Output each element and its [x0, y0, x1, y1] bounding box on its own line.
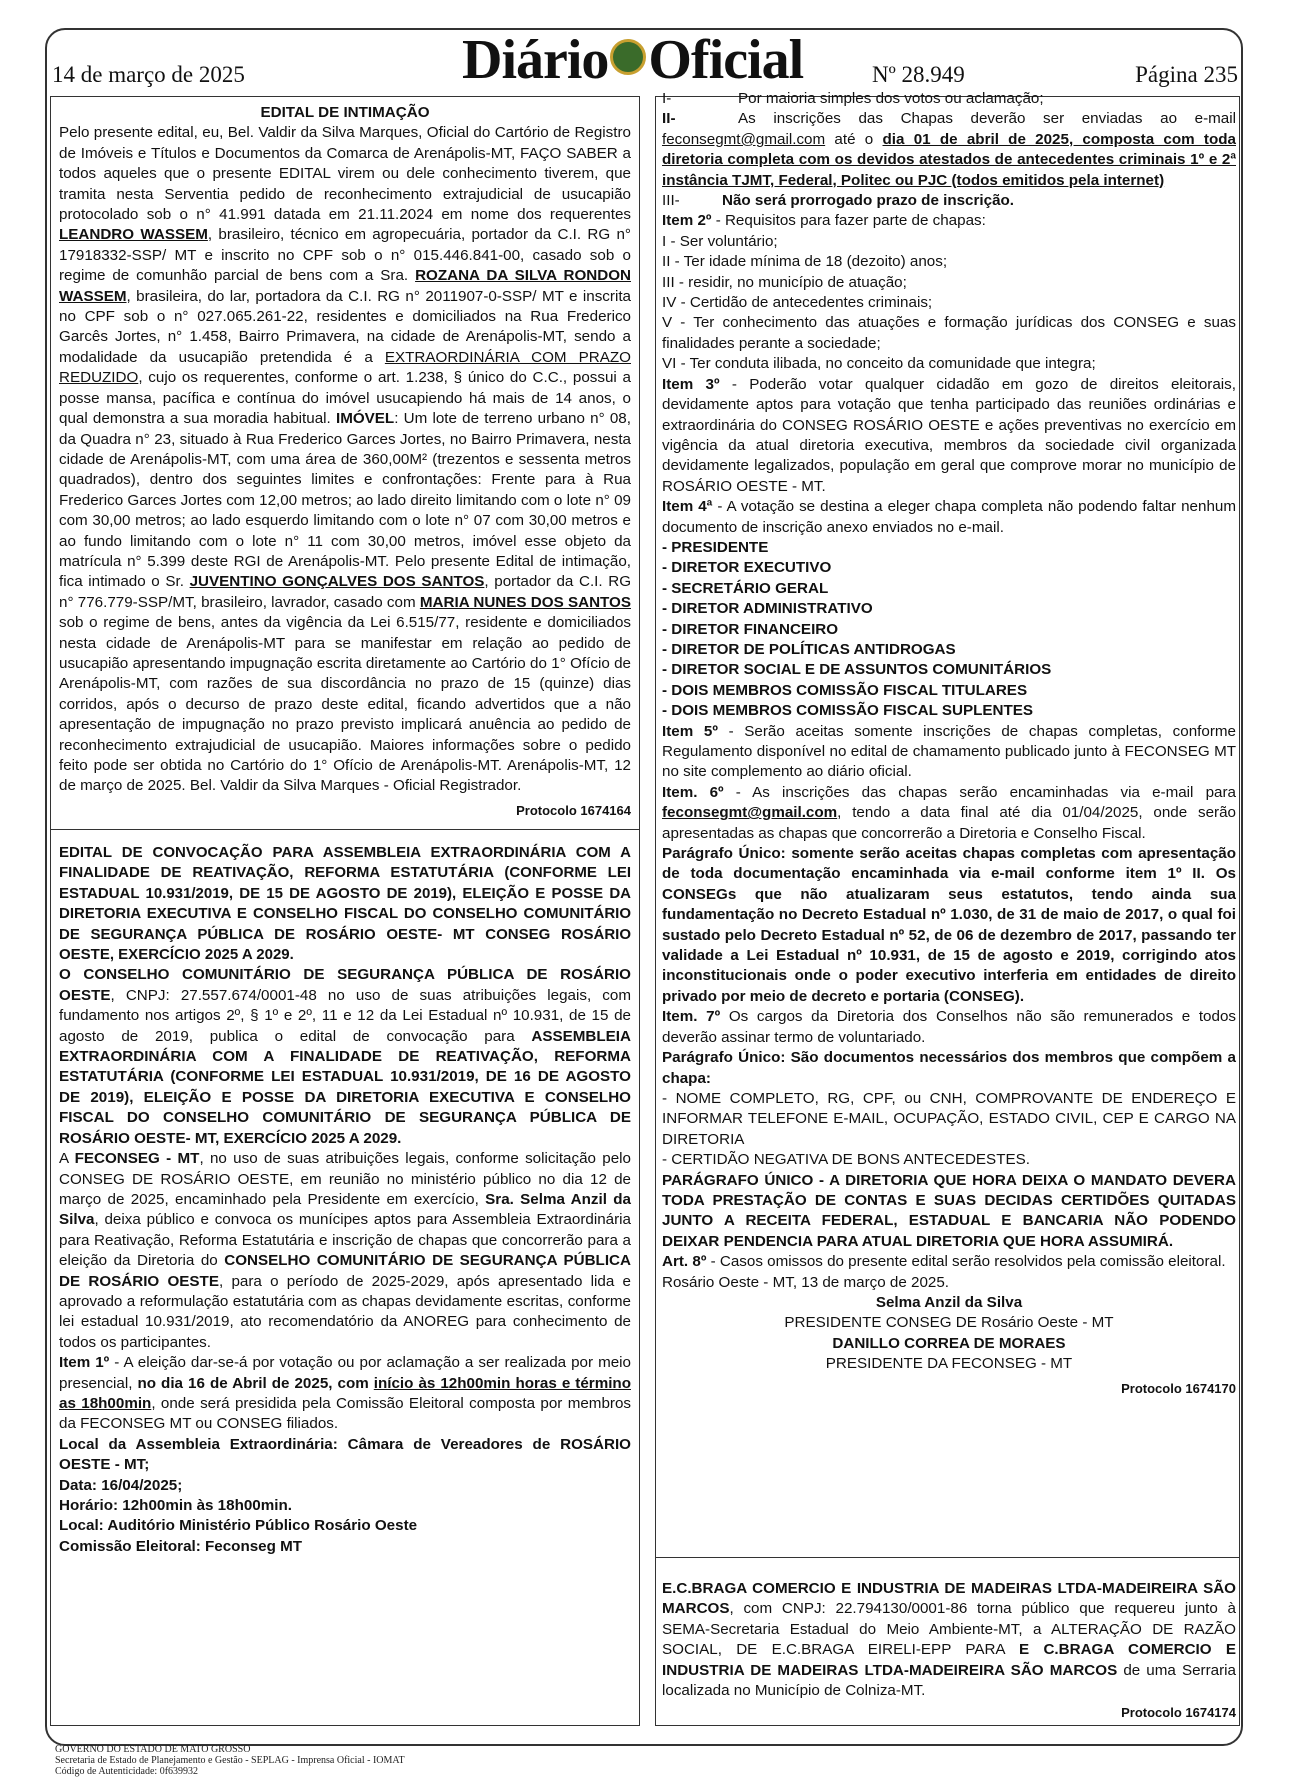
list-item: - DOIS MEMBROS COMISSÃO FISCAL SUPLENTES	[662, 702, 1033, 720]
signature-name: DANILLO CORREA DE MORAES	[832, 1334, 1066, 1352]
item-5: Item 5º - Serão aceitas somente inscrições de chapas completas, conforme Regulamento disponível no edital de chamamento publicado junto à FECONSEG MT no site complemento ao diário oficial.	[662, 722, 1236, 781]
assembly-place: Local: Auditório Ministério Público Rosário Oeste	[59, 1517, 418, 1535]
required-docs: - NOME COMPLETO, RG, CPF, ou CNH, COMPROVANTE DE ENDEREÇO E INFORMAR TELEFONE E-MAIL, OCUPAÇÃO, ESTADO CIVIL, CEP E CARGO NA DIRETORIA	[662, 1089, 1236, 1148]
protocol-1674170: Protocolo 1674170	[1121, 1380, 1236, 1396]
signature-role: PRESIDENTE DA FECONSEG - MT	[825, 1355, 1073, 1373]
item-2: Item 2º - Requisitos para fazer parte de chapas:	[662, 212, 986, 230]
edital-convocacao-intro: O CONSELHO COMUNITÁRIO DE SEGURANÇA PÚBLICA DE ROSÁRIO OESTE, CNPJ: 27.557.674/0001-48 no uso de suas atribuições legais, com fundamento nos artigos 2º, § 1º e 2º, 11 e 12 da Lei Estadual nº 10.931, de 15 de agosto de 2019, publica o edital de convocação para ASSEMBLEIA EXTRAORDINÁRIA COM A FINALIDADE DE REATIVAÇÃO, REFORMA ESTATUTÁRIA (CONFORME LEI ESTADUAL 10.931/2019, DE 16 DE AGOSTO DE 2019), ELEIÇÃO E POSSE DA DIRETORIA EXECUTIVA E CONSELHO FISCAL DO CONSELHO COMUNITÁRIO DE SEGURANÇA PÚBLICA DE ROSÁRIO OESTE- MT, EXERCÍCIO 2025 A 2029.	[59, 966, 631, 1147]
art-8: Art. 8º - Casos omissos do presente edital serão resolvidos pela comissão eleitoral.	[662, 1253, 1226, 1271]
assembly-date: Data: 16/04/2025;	[59, 1476, 183, 1494]
page-number: Página 235	[1135, 62, 1238, 87]
issue-date: 14 de março de 2025	[52, 62, 245, 87]
rule-iii: III- Não será prorrogado prazo de inscrição.	[662, 192, 1015, 210]
list-item: - DIRETOR SOCIAL E DE ASSUNTOS COMUNITÁRIOS	[662, 661, 1052, 679]
signature-role: PRESIDENTE CONSEG DE Rosário Oeste - MT	[784, 1314, 1114, 1332]
paragrafo-unico-3: PARÁGRAFO ÚNICO - A DIRETORIA QUE HORA DEIXA O MANDATO DEVERA TODA PRESTAÇÃO DE CONTAS E SUAS DECIDAS CERTIDÕES QUITADAS JUNTO A RECEITA FEDERAL, ESTADUAL E BANCARIA NÃO PODENDO DEIXAR PENDENCIA PARA ATUAL DIRETORIA QUE HORA ASSUMIRÁ.	[662, 1171, 1236, 1250]
rule-i: I- Por maioria simples dos votos ou aclamação;	[662, 90, 1044, 107]
list-item: IV - Certidão de antecedentes criminais;	[662, 294, 933, 312]
edital-madeireira	[662, 1579, 1236, 1724]
item-4: Item 4ª - A votação se destina a eleger chapa completa não podendo faltar nenhum documento de inscrição anexo enviados no e-mail.	[662, 498, 1236, 536]
email-link[interactable]: feconsegmt@gmail.com	[662, 130, 826, 148]
item-6: Item. 6º - As inscrições das chapas serão encaminhadas via e-mail para feconsegmt@gmail.com, tendo a data final até dia 01/04/2025, onde serão apresentadas as chapas que concorrerão a Diretoria e Conselho Fiscal.	[662, 783, 1236, 842]
left-column	[50, 96, 640, 1726]
list-item: - SECRETÁRIO GERAL	[662, 579, 829, 597]
list-item: V - Ter conhecimento das atuações e formação jurídicas dos CONSEG e suas finalidades perante a sociedade;	[662, 314, 1236, 352]
edital-convocacao-feconseg: A FECONSEG - MT, no uso de suas atribuições legais, conforme solicitação pelo CONSEG DE ROSÁRIO OESTE, em reunião no ministério público no dia 12 de março de 2025, encaminhado pela Presidente em exercício, Sra. Selma Anzil da Silva, deixa público e convoca os munícipes aptos para Assembleia Extraordinária para Reativação, Reforma Estatutária e inscrição de chapas que concorrerão para a eleição da Diretoria do CONSELHO COMUNITÁRIO DE SEGURANÇA PÚBLICA DE ROSÁRIO OESTE, para o período de 2025-2029, após apresentado lida e aprovado a reformulação estatutária com as chapas devidamente escritas, conforme lei estadual 10.931/2019, ato recomendatório da ANOREG para conhecimento de todos os participantes.	[59, 1150, 631, 1351]
list-item: VI - Ter conduta ilibada, no conceito da comunidade que integra;	[662, 355, 1096, 373]
list-item: II - Ter idade mínima de 18 (dezoito) anos;	[662, 253, 948, 271]
edital-convocacao	[59, 843, 631, 1557]
paragrafo-unico-2: Parágrafo Único: São documentos necessários dos membros que compõem a chapa:	[662, 1049, 1236, 1087]
rule-ii: II- As inscrições das Chapas deverão ser enviadas ao e-mail feconsegmt@gmail.com até o dia 01 de abril de 2025, composta com toda diretoria completa com os devidos atestados de antecedentes criminais 1º e 2ª instância TJMT, Federal, Politec ou PJC (todos emitidos pela internet)	[662, 110, 1236, 189]
signature-name: Selma Anzil da Silva	[875, 1293, 1023, 1311]
state-seal-icon	[610, 39, 646, 75]
paragrafo-unico-1: Parágrafo Único: somente serão aceitas chapas completas com apresentação de toda documentação encaminhada via e-mail conforme item 1º II. Os CONSEGs que não atualizaram seus estatutos, tendo ainda sua fundamentação no Decreto Estadual nº 1.030, de 31 de maio de 2017, o qual foi sustado pelo Decreto Estadual nº 52, de 06 de dezembro de 2017, passando ter validade a Lei Estadual nº 10.931, de 15 de agosto e 2019, corrigindo atos inconstitucionais onde o poder executivo interferia em entidades de direito privado por meio de decreto e portaria (CONSEG).	[662, 845, 1236, 1005]
list-item: III - residir, no município de atuação;	[662, 273, 907, 291]
protocol-1674164: Protocolo 1674164	[516, 802, 631, 818]
edital-convocacao-continued	[662, 89, 1236, 1399]
footer	[55, 1744, 405, 1777]
list-item: I - Ser voluntário;	[662, 232, 778, 250]
footer-secretariat: Secretaria de Estado de Planejamento e Gestão - SEPLAG - Imprensa Oficial - IOMAT	[55, 1755, 405, 1766]
protocol-1674174: Protocolo 1674174	[1121, 1705, 1236, 1721]
list-item: - DIRETOR EXECUTIVO	[662, 559, 832, 577]
item-1: Item 1º - A eleição dar-se-á por votação ou por aclamação a ser realizada por meio presencial, no dia 16 de Abril de 2025, com início às 12h00min horas e término as 18h00min, onde será presidida pela Comissão Eleitoral composta por membros da FECONSEG MT ou CONSEG filiados.	[59, 1354, 631, 1433]
email-link[interactable]: feconsegmt@gmail.com	[662, 804, 838, 822]
item-7: Item. 7º Os cargos da Diretoria dos Conselhos não são remunerados e todos deverão assinar termo de voluntariado.	[662, 1008, 1236, 1046]
electoral-commission: Comissão Eleitoral: Feconseg MT	[59, 1537, 303, 1555]
list-item: - DIRETOR ADMINISTRATIVO	[662, 600, 873, 618]
right-column	[655, 90, 1240, 1726]
newspaper-title: Diário Oficial	[462, 29, 804, 91]
assembly-location: Local da Assembleia Extraordinária: Câmara de Vereadores de ROSÁRIO OESTE - MT;	[59, 1435, 631, 1474]
assembly-time: Horário: 12h00min às 18h00min.	[59, 1497, 292, 1514]
masthead	[52, 29, 1238, 91]
required-certificate: - CERTIDÃO NEGATIVA DE BONS ANTECEDESTES.	[662, 1151, 1030, 1169]
footer-auth-code: Código de Autenticidade: 0f639932	[55, 1766, 199, 1777]
section-divider	[51, 829, 639, 830]
section-divider	[656, 1557, 1239, 1558]
positions-list	[662, 538, 1236, 722]
item-3: Item 3º - Poderão votar qualquer cidadão em gozo de direitos eleitorais, devidamente aptos para votação que tenha participado das reuniões ordinárias e extraordinária do CONSEG ROSÁRIO OESTE e ações preventivas no exercício em vigência da atual diretoria executiva, membros da sociedade civil organizada devidamente legalizados, população em geral que comprove morar no município de ROSÁRIO OESTE - MT.	[662, 375, 1236, 495]
place-date: Rosário Oeste - MT, 13 de março de 2025.	[662, 1273, 950, 1291]
requirements-list	[662, 232, 1236, 375]
list-item: - DOIS MEMBROS COMISSÃO FISCAL TITULARES	[662, 681, 1028, 699]
list-item: - DIRETOR DE POLÍTICAS ANTIDROGAS	[662, 640, 956, 658]
edital-intimacao	[59, 103, 631, 821]
list-item: - DIRETOR FINANCEIRO	[662, 620, 839, 638]
edital-intimacao-title: EDITAL DE INTIMAÇÃO	[260, 104, 430, 121]
issue-number: Nº 28.949	[872, 62, 965, 87]
edital-convocacao-title: EDITAL DE CONVOCAÇÃO PARA ASSEMBLEIA EXTRAORDINÁRIA COM A FINALIDADE DE REATIVAÇÃO, REFORMA ESTATUTÁRIA (CONFORME LEI ESTADUAL 10.931/2019, DE 15 DE AGOSTO DE 2019), ELEIÇÃO E POSSE DA DIRETORIA EXECUTIVA E CONSELHO FISCAL DO CONSELHO COMUNITÁRIO DE SEGURANÇA PÚBLICA DE ROSÁRIO OESTE- MT CONSEG ROSÁRIO OESTE, EXERCÍCIO 2025 A 2029.	[59, 844, 631, 964]
list-item: - PRESIDENTE	[662, 538, 769, 556]
edital-intimacao-body: Pelo presente edital, eu, Bel. Valdir da Silva Marques, Oficial do Cartório de Registro de Imóveis e Títulos e Documentos da Comarca de Arenápolis-MT, FAÇO SABER a todos aqueles que o presente EDITAL virem ou dele conhecimento tiverem, que tramita nesta Serventia pedido de reconhecimento extrajudicial de usucapião protocolado sob o n° 41.991 datada em 21.11.2024 em nome dos requerentes LEANDRO WASSEM, brasileiro, técnico em agropecuária, portador da C.I. RG n° 17918332-SSP/ MT e inscrito no CPF sob o n° 015.446.841-00, casado sob o regime de comunhão parcial de bens com a Sra. ROZANA DA SILVA RONDON WASSEM, brasileira, do lar, portadora da C.I. RG n° 2011907-0-SSP/ MT e inscrita no CPF sob o n° 027.065.261-22, residentes e domiciliados na Rua Frederico Garcês Jortes, n° 1.458, Bairro Primavera, na cidade de Arenápolis-MT, sendo a modalidade da usucapião pretendida é a EXTRAORDINÁRIA COM PRAZO REDUZIDO, cujo os requerentes, conforme o art. 1.238, § único do C.C., possui a posse mansa, pacífica e contínua do imóvel usucapiendo há mais de 14 anos, o qual demonstra a sua moradia habitual. IMÓVEL: Um lote de terreno urbano n° 08, da Quadra n° 23, situado à Rua Frederico Garces Jortes, no Bairro Primavera, nesta cidade de Arenápolis-MT, com uma área de 360,00M² (trezentos e sessenta metros quadrados), dentro dos seguintes limites e confrontações: Frente para à Rua Frederico Garces Jortes com 12,00 metros; ao lado direito limitando com o lote n° 09 com 30,00 metros; ao lado esquerdo limitando com o lote n° 07 com 30,00 metros e ao fundo limitando com o lote n° 11 com 30,00 metros, imóvel esse objeto da matrícula n° 5.399 deste RGI de Arenápolis-MT. Pelo presente Edital de intimação, fica intimado o Sr. JUVENTINO GONÇALVES DOS SANTOS, portador da C.I. RG n° 776.779-SSP/MT, brasileiro, lavrador, casado com MARIA NUNES DOS SANTOS sob o regime de bens, antes da vigência da Lei 6.515/77, residente e domiciliados nesta cidade de Arenápolis-MT para se manifestar em relação ao pedido de usucapião apresentando impugnação escrita diretamente ao Cartório do 1° Ofício de Arenápolis-MT, com razões de sua discordância no prazo de 15 (quinze) dias corridos, após o decurso de prazo deste edital, ficando advertidos que a não apresentação de impugnação no prazo previsto implicará anuência ao pedido de reconhecimento extrajudicial de usucapião. Maiores informações sobre o pedido feito pode ser obtida no Cartório do 1° Ofício de Arenápolis-MT. Arenápolis-MT, 12 de março de 2025. Bel. Valdir da Silva Marques - Oficial Registrador.	[59, 124, 632, 795]
madeireira-notice: E.C.BRAGA COMERCIO E INDUSTRIA DE MADEIRAS LTDA-MADEIREIRA SÃO MARCOS, com CNPJ: 22.794130/0001-86 torna público que requereu junto à SEMA-Secretaria Estadual do Meio Ambiente-MT, a ALTERAÇÃO DE RAZÃO SOCIAL, DE E.C.BRAGA EIRELI-EPP PARA E C.BRAGA COMERCIO E INDUSTRIA DE MADEIRAS LTDA-MADEIREIRA SÃO MARCOS de uma Serraria localizada no Município de Colniza-MT.	[662, 1580, 1236, 1700]
footer-government: GOVERNO DO ESTADO DE MATO GROSSO	[55, 1744, 251, 1755]
